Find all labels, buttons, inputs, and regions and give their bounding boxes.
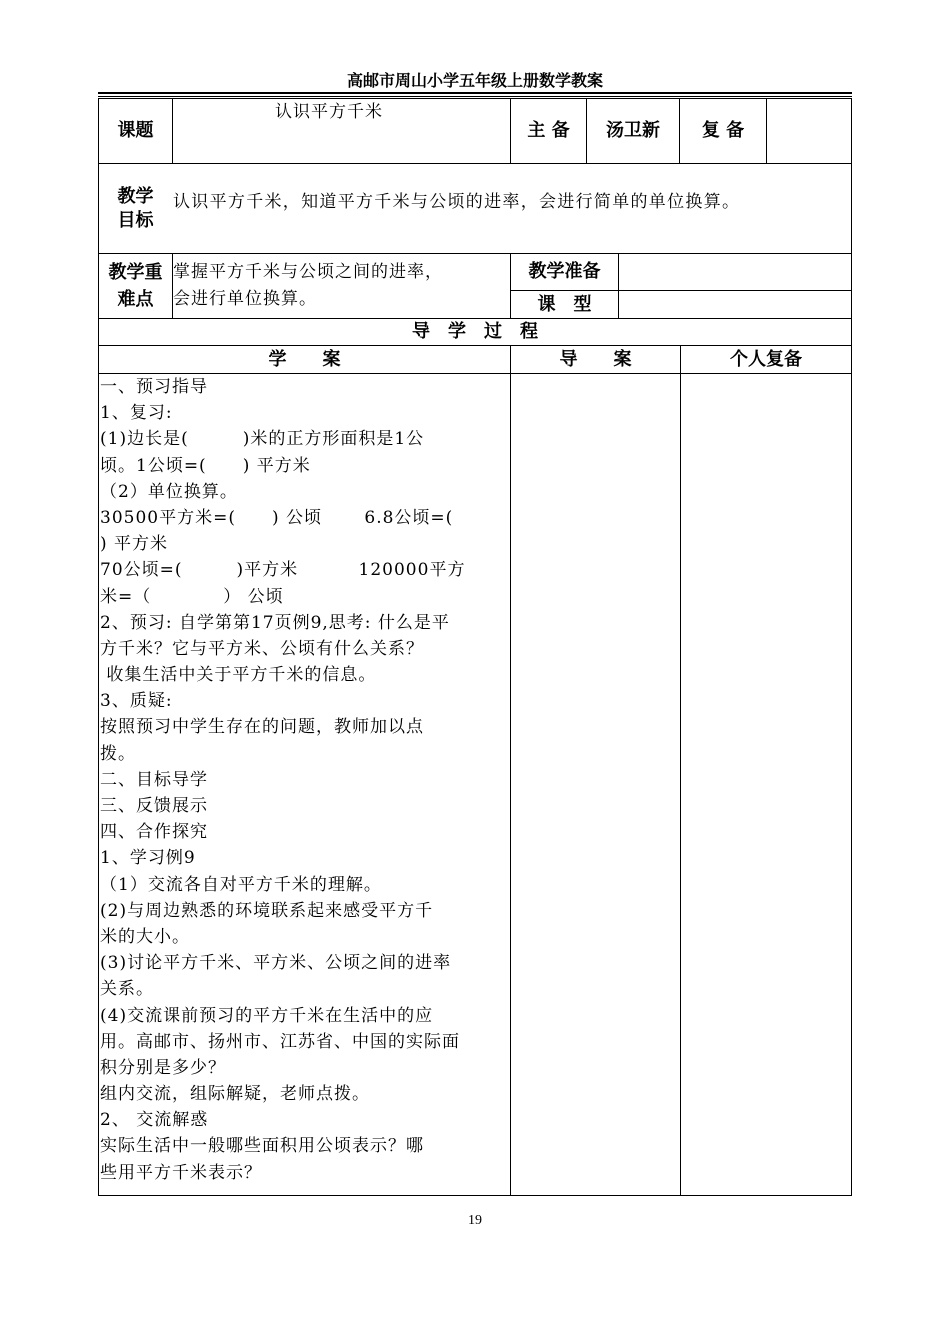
goal-label	[99, 164, 172, 253]
study-line: 3、质疑:	[100, 691, 173, 712]
study-line: 些用平方千米表示？	[100, 1162, 262, 1183]
study-line: 收集生活中关于平方千米的信息。	[100, 665, 377, 686]
lead-teacher-name: 汤卫新	[606, 120, 660, 141]
key-points-line: 会进行单位换算。	[173, 289, 317, 309]
study-line: ) 平方米	[100, 534, 169, 555]
study-line: （2）单位换算。	[100, 481, 238, 502]
page-number: 19	[468, 1213, 482, 1228]
study-line: (1)边长是( )米的正方形面积是1公	[100, 429, 425, 450]
topic-value: 认识平方千米	[275, 102, 383, 122]
study-line: 一、预习指导	[100, 377, 208, 397]
table-line	[98, 163, 852, 164]
study-line: 1、学习例9	[100, 848, 196, 869]
table-line	[510, 345, 511, 1195]
prep-label: 教学准备	[528, 261, 601, 282]
study-line: 关系。	[100, 979, 154, 1000]
prep-value	[619, 254, 851, 290]
study-line: 拨。	[100, 743, 136, 764]
study-line: 2、预习: 自学第第17页例9,思考: 什么是平	[100, 612, 450, 633]
study-line: 1、复习:	[100, 403, 173, 424]
lesson-type-label: 课 型	[537, 293, 592, 315]
table-line	[680, 345, 681, 1195]
study-line: 实际生活中一般哪些面积用公顷表示？哪	[100, 1136, 424, 1157]
study-line: 30500平方米=( ) 公顷 6.8公顷=(	[100, 507, 454, 528]
key-points-text	[173, 259, 443, 313]
study-line: (2)与周边熟悉的环境联系起来感受平方千	[100, 900, 434, 921]
study-line: 米的大小。	[100, 926, 190, 947]
guide-column-header: 导 案	[559, 348, 632, 370]
study-line: 米=（ ） 公顷	[100, 586, 284, 607]
study-line: 方千米？它与平方米、公顷有什么关系？	[100, 638, 424, 659]
personal-column-header: 个人复备	[730, 348, 802, 370]
goal-label-line: 教学	[117, 185, 154, 207]
table-line	[172, 98, 173, 163]
study-line: 2、 交流解惑	[100, 1110, 209, 1131]
study-line: 70公顷=( )平方米 120000平方	[100, 560, 466, 581]
lead-teacher-label: 主 备	[527, 120, 570, 141]
key-points-line: 掌握平方千米与公顷之间的进率，	[173, 262, 443, 282]
page-header-title: 高邮市周山小学五年级上册数学教案	[346, 71, 603, 90]
study-line: 四、合作探究	[100, 822, 208, 843]
topic-label: 课题	[117, 120, 154, 141]
table-line	[851, 98, 852, 1195]
study-line: (4)交流课前预习的平方千米在生活中的应	[100, 1005, 434, 1026]
study-line: (3)讨论平方千米、平方米、公顷之间的进率	[100, 953, 452, 974]
key-label-line: 难点	[117, 289, 154, 310]
study-line: 顷。1公顷=( ) 平方米	[100, 455, 311, 476]
review-value	[767, 99, 851, 163]
table-line	[98, 1195, 852, 1196]
study-line: （1）交流各自对平方千米的理解。	[100, 874, 382, 895]
process-title: 导 学 过 程	[412, 321, 538, 342]
study-line: 用。高邮市、扬州市、江苏省、中国的实际面	[100, 1031, 460, 1052]
review-label: 复 备	[701, 120, 745, 141]
study-line: 三、反馈展示	[100, 796, 208, 816]
key-label-line: 教学重	[108, 262, 163, 283]
lesson-type-value	[619, 291, 851, 318]
study-line: 二、目标导学	[100, 769, 208, 790]
study-line: 组内交流，组际解疑，老师点拨。	[100, 1084, 370, 1105]
study-plan-content	[100, 374, 490, 1186]
key-points-label	[99, 254, 172, 318]
study-column-header: 学 案	[268, 348, 341, 370]
study-line: 按照预习中学生存在的问题，教师加以点	[100, 717, 424, 738]
study-line: 积分别是多少？	[100, 1057, 226, 1078]
goal-text: 认识平方千米，知道平方千米与公顷的进率，会进行简单的单位换算。	[173, 192, 741, 212]
goal-label-line: 目标	[117, 209, 154, 231]
